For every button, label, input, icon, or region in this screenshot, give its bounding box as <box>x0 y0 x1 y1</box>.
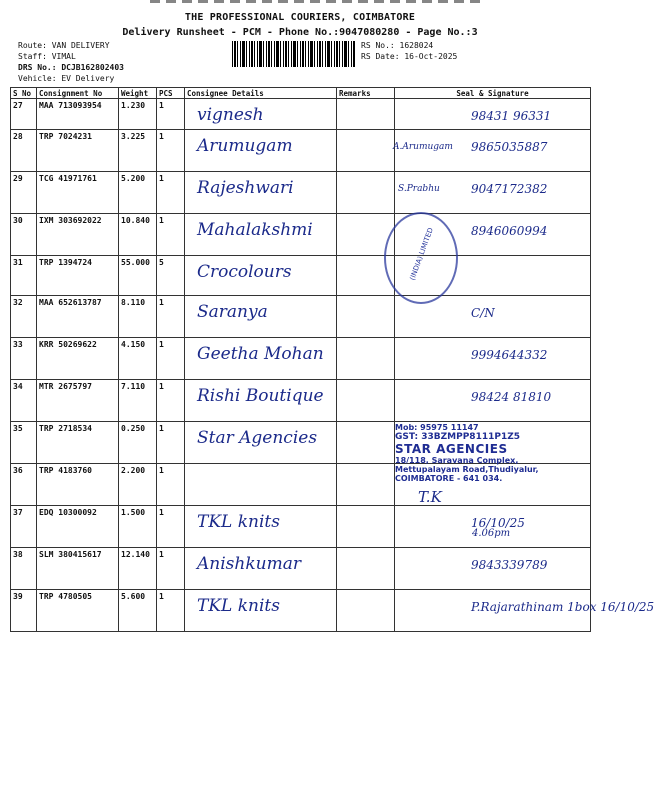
row-sno: 38 <box>11 548 37 590</box>
row-pcs: 1 <box>157 590 185 632</box>
row-remarks <box>337 296 395 338</box>
row-pcs: 1 <box>157 422 185 464</box>
delivery-table <box>10 87 654 640</box>
handwritten-signature: 9994644332 <box>471 348 548 362</box>
row-consignment-no: MAA 713093954 <box>37 99 119 130</box>
handwritten-signature: 98424 81810 <box>471 390 552 404</box>
handwritten-signature: 9865035887 <box>471 140 548 154</box>
row-weight: 1.230 <box>119 99 157 130</box>
rs-date: RS Date: 16-Oct-2025 <box>361 52 458 61</box>
company-title: THE PROFESSIONAL COURIERS, COIMBATORE <box>184 12 416 23</box>
handwritten-note-r28: A.Arumugam <box>393 142 453 152</box>
handwritten-note-r36: T.K <box>418 488 442 506</box>
row-pcs: 1 <box>157 172 185 214</box>
row-consignment-no: SLM 380415617 <box>37 548 119 590</box>
row-sno: 27 <box>11 99 37 130</box>
row-remarks <box>337 548 395 590</box>
row-weight: 10.840 <box>119 214 157 256</box>
barcode <box>232 41 356 67</box>
agency-address-2: Mettupalayam Road,Thudiyalur, <box>395 465 539 474</box>
row-consignee-cell <box>185 464 337 506</box>
row-consignee-cell <box>185 172 337 214</box>
table-row <box>11 99 591 130</box>
table-header-row <box>11 88 591 99</box>
row-weight: 55.000 <box>119 256 157 296</box>
agency-name: STAR AGENCIES <box>395 442 508 456</box>
row-weight: 4.150 <box>119 338 157 380</box>
row-sno: 39 <box>11 590 37 632</box>
handwritten-consignee: Geetha Mohan <box>197 344 324 364</box>
table-row <box>11 590 591 632</box>
table-row <box>11 214 591 256</box>
row-pcs: 1 <box>157 99 185 130</box>
table-row <box>11 256 591 296</box>
table-row <box>11 172 591 214</box>
row-pcs: 1 <box>157 214 185 256</box>
row-signature-cell <box>395 99 591 130</box>
agency-address-1: 18/118, Saravana Complex, <box>395 456 519 465</box>
handwritten-consignee: Mahalakshmi <box>197 220 313 240</box>
row-consignee-cell <box>185 296 337 338</box>
handwritten-consignee: Rishi Boutique <box>197 386 324 406</box>
row-signature-cell <box>395 506 591 548</box>
handwritten-consignee: Saranya <box>197 302 268 322</box>
agency-stamp <box>395 423 538 483</box>
table-row <box>11 548 591 590</box>
row-pcs: 1 <box>157 130 185 172</box>
drs-text: DRS No.: DCJB162802403 <box>18 63 124 72</box>
row-consignee-cell <box>185 130 337 172</box>
handwritten-note-r29: S.Prabhu <box>398 184 440 194</box>
row-consignment-no: MAA 652613787 <box>37 296 119 338</box>
handwritten-signature: C/N <box>471 306 495 320</box>
agency-mobile: Mob: 95975 11147 <box>395 423 479 432</box>
handwritten-signature: 9047172382 <box>471 182 548 196</box>
row-sno: 33 <box>11 338 37 380</box>
row-weight: 5.200 <box>119 172 157 214</box>
row-consignment-no: TRP 7024231 <box>37 130 119 172</box>
row-consignment-no: TRP 4183760 <box>37 464 119 506</box>
row-consignee-cell <box>185 338 337 380</box>
row-sno: 28 <box>11 130 37 172</box>
col-consignee: Consignee Details <box>185 88 337 99</box>
row-pcs: 5 <box>157 256 185 296</box>
row-sno: 35 <box>11 422 37 464</box>
row-sno: 34 <box>11 380 37 422</box>
handwritten-consignee: TKL knits <box>197 512 280 532</box>
row-remarks <box>337 380 395 422</box>
runsheet-meta-left <box>18 40 124 84</box>
row-sno: 32 <box>11 296 37 338</box>
table-row <box>11 338 591 380</box>
row-remarks <box>337 338 395 380</box>
staff-text: Staff: VIMAL <box>18 52 76 61</box>
row-sno: 29 <box>11 172 37 214</box>
row-remarks <box>337 464 395 506</box>
company-seal-text: (INDIA) LIMITED <box>408 226 435 282</box>
row-weight: 1.500 <box>119 506 157 548</box>
handwritten-consignee: Anishkumar <box>197 554 301 574</box>
agency-address-3: COIMBATORE - 641 034. <box>395 474 503 483</box>
row-consignee-cell <box>185 506 337 548</box>
row-remarks <box>337 506 395 548</box>
row-consignment-no: MTR 2675797 <box>37 380 119 422</box>
handwritten-consignee: TKL knits <box>197 596 280 616</box>
table-row <box>11 506 591 548</box>
row-weight: 2.200 <box>119 464 157 506</box>
row-consignment-no: EDQ 10300092 <box>37 506 119 548</box>
rs-number: RS No.: 1628024 <box>361 41 434 50</box>
runsheet-subtitle: Delivery Runsheet - PCM - Phone No.:9047080280 - Page No.:3 <box>122 27 478 38</box>
row-pcs: 1 <box>157 548 185 590</box>
row-consignee-cell <box>185 214 337 256</box>
row-weight: 3.225 <box>119 130 157 172</box>
handwritten-consignee: Star Agencies <box>197 428 318 448</box>
col-seal-signature: Seal & Signature <box>395 88 591 99</box>
row-weight: 5.600 <box>119 590 157 632</box>
handwritten-consignee: Crocolours <box>197 262 292 282</box>
row-signature-cell <box>395 338 591 380</box>
handwritten-signature: 16/10/25 <box>471 516 525 530</box>
row-consignment-no: IXM 303692022 <box>37 214 119 256</box>
runsheet-meta-right <box>361 40 457 62</box>
vehicle-text: Vehicle: EV Delivery <box>18 74 115 83</box>
row-consignment-no: KRR 50269622 <box>37 338 119 380</box>
row-consignee-cell <box>185 256 337 296</box>
row-pcs: 1 <box>157 338 185 380</box>
row-pcs: 1 <box>157 464 185 506</box>
col-consignment: Consignment No <box>37 88 119 99</box>
row-pcs: 1 <box>157 506 185 548</box>
row-weight: 7.110 <box>119 380 157 422</box>
col-pcs: PCS <box>157 88 185 99</box>
row-consignment-no: TCG 41971761 <box>37 172 119 214</box>
handwritten-signature: 8946060994 <box>471 224 548 238</box>
row-weight: 0.250 <box>119 422 157 464</box>
row-sno: 31 <box>11 256 37 296</box>
agency-gst: GST: 33BZMPP8111P1Z5 <box>395 432 521 442</box>
row-remarks <box>337 422 395 464</box>
row-remarks <box>337 172 395 214</box>
handwritten-consignee: Rajeshwari <box>197 178 294 198</box>
row-consignee-cell <box>185 99 337 130</box>
handwritten-signature: 9843339789 <box>471 558 548 572</box>
row-sno: 37 <box>11 506 37 548</box>
row-weight: 12.140 <box>119 548 157 590</box>
table-row <box>11 296 591 338</box>
handwritten-time-r37: 4.06pm <box>472 528 511 539</box>
row-consignment-no: TRP 4780505 <box>37 590 119 632</box>
row-remarks <box>337 99 395 130</box>
row-signature-cell <box>395 548 591 590</box>
handwritten-signature: P.Rajarathinam 1box 16/10/25 <box>471 600 654 614</box>
handwritten-consignee: Arumugam <box>197 136 293 156</box>
row-remarks <box>337 590 395 632</box>
table-row <box>11 130 591 172</box>
row-sno: 36 <box>11 464 37 506</box>
col-sno: S No <box>11 88 37 99</box>
row-pcs: 1 <box>157 380 185 422</box>
row-consignee-cell <box>185 380 337 422</box>
row-consignee-cell <box>185 422 337 464</box>
scan-artifact-line <box>150 0 480 3</box>
row-consignment-no: TRP 1394724 <box>37 256 119 296</box>
row-pcs: 1 <box>157 296 185 338</box>
row-consignee-cell <box>185 548 337 590</box>
row-weight: 8.110 <box>119 296 157 338</box>
route-text: Route: VAN DELIVERY <box>18 41 110 50</box>
handwritten-consignee: vignesh <box>197 105 264 125</box>
row-sno: 30 <box>11 214 37 256</box>
handwritten-signature: 98431 96331 <box>471 109 552 123</box>
row-signature-cell <box>395 590 654 632</box>
row-signature-cell <box>395 380 591 422</box>
row-consignee-cell <box>185 590 337 632</box>
row-consignment-no: TRP 2718534 <box>37 422 119 464</box>
col-remarks: Remarks <box>337 88 395 99</box>
col-weight: Weight <box>119 88 157 99</box>
row-remarks <box>337 130 395 172</box>
table-row <box>11 380 591 422</box>
